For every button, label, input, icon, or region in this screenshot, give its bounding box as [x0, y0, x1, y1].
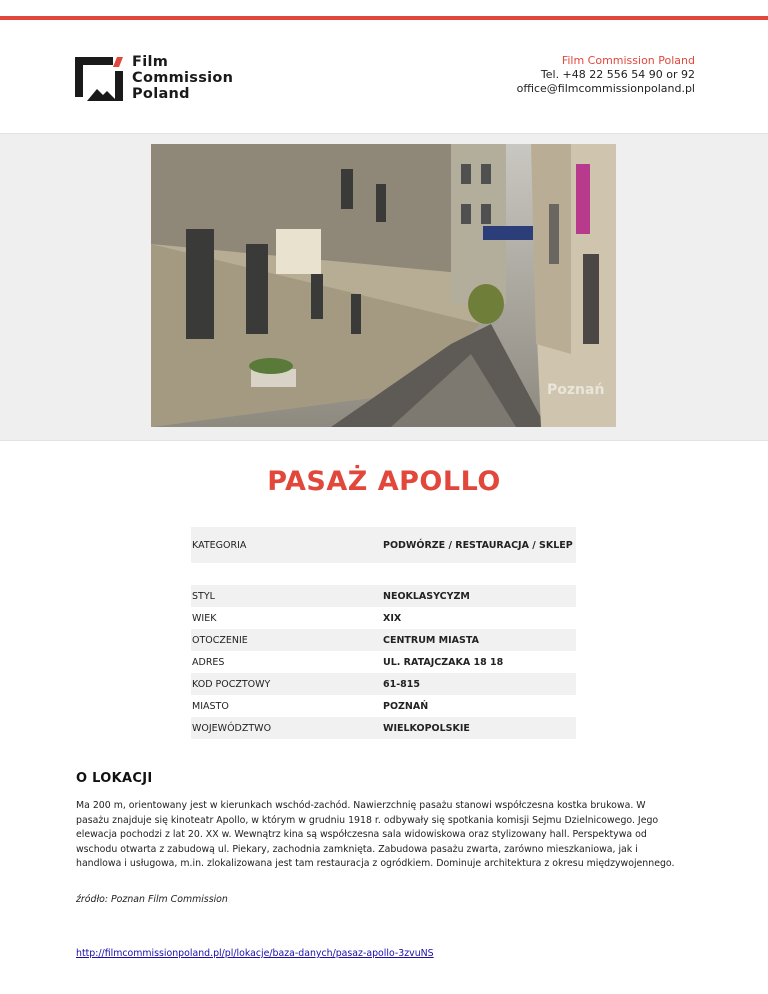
film-commission-poland-logo[interactable]	[73, 53, 243, 105]
detail-row-age	[191, 607, 576, 629]
detail-row-voivodeship	[191, 717, 576, 739]
logo-line-2: Commission	[132, 70, 234, 86]
detail-row-style	[191, 585, 576, 607]
detail-label: KATEGORIA	[192, 539, 247, 551]
logo-line-3: Poland	[132, 86, 190, 102]
contact-block	[517, 54, 695, 96]
detail-value: PODWÓRZE / RESTAURACJA / SKLEP	[383, 539, 573, 551]
detail-label: STYL	[192, 590, 215, 602]
location-details-table	[191, 527, 576, 739]
logo-wordmark	[132, 54, 233, 102]
contact-organization: Film Commission Poland	[561, 54, 695, 67]
photo-watermark: Poznań	[547, 382, 605, 398]
detail-label: OTOCZENIE	[192, 634, 248, 646]
detail-label: WOJEWÓDZTWO	[192, 722, 272, 734]
top-accent-bar	[0, 16, 768, 20]
detail-label: ADRES	[192, 656, 225, 668]
street-photo-illustration	[151, 144, 616, 427]
detail-value: CENTRUM MIASTA	[383, 634, 479, 646]
location-photo	[151, 144, 616, 427]
about-source: źródło: Poznan Film Commission	[76, 894, 228, 905]
detail-row-address	[191, 651, 576, 673]
detail-row-city	[191, 695, 576, 717]
logo-mark-icon	[73, 53, 125, 105]
detail-value: UL. RATAJCZAKA 18 18	[383, 656, 504, 668]
detail-label: KOD POCZTOWY	[192, 678, 271, 690]
about-heading: O LOKACJI	[76, 771, 153, 786]
about-description: Ma 200 m, orientowany jest w kierunkach wschód-zachód. Nawierzchnię pasażu stanowi współczesna kostka brukowa. W pasażu znajduje się kinoteatr Apollo, w którym w grudniu 1918 r. odbywały się spotkania komisji Sejmu Dzielnicowego. Jego elewacja pochodzi z lat 20. XX w. Wewnątrz kina są współczesna sala widowiskowa oraz stylizowany hall. Perspektywa od wschodu otwarta z zabudową ul. Piekary, zachodnia zamknięta. Zabudowa pasażu zwarta, zarówno mieszkaniowa, jak i handlowa i usługowa, m.in. zlokalizowana jest tam restauracja z ogródkiem. Dominuje architektura z okresu międzywojennego.	[76, 800, 675, 869]
detail-value: XIX	[383, 612, 402, 624]
detail-row-surroundings	[191, 629, 576, 651]
location-title: PASAŻ APOLLO	[267, 466, 501, 497]
detail-row-category	[191, 527, 576, 563]
detail-row-postal-code	[191, 673, 576, 695]
contact-phone: Tel. +48 22 556 54 90 or 92	[540, 68, 695, 81]
detail-value: POZNAŃ	[383, 700, 429, 712]
detail-spacer	[191, 563, 576, 585]
detail-value: WIELKOPOLSKIE	[383, 722, 470, 734]
detail-value: 61-815	[383, 678, 420, 690]
contact-email[interactable]: office@filmcommissionpoland.pl	[516, 82, 695, 95]
logo-line-1: Film	[132, 54, 169, 70]
location-url-link[interactable]: http://filmcommissionpoland.pl/pl/lokacje/baza-danych/pasaz-apollo-3zvuNS	[76, 948, 434, 959]
detail-label: MIASTO	[192, 700, 229, 712]
detail-value: NEOKLASYCYZM	[383, 590, 470, 602]
detail-label: WIEK	[192, 612, 217, 624]
